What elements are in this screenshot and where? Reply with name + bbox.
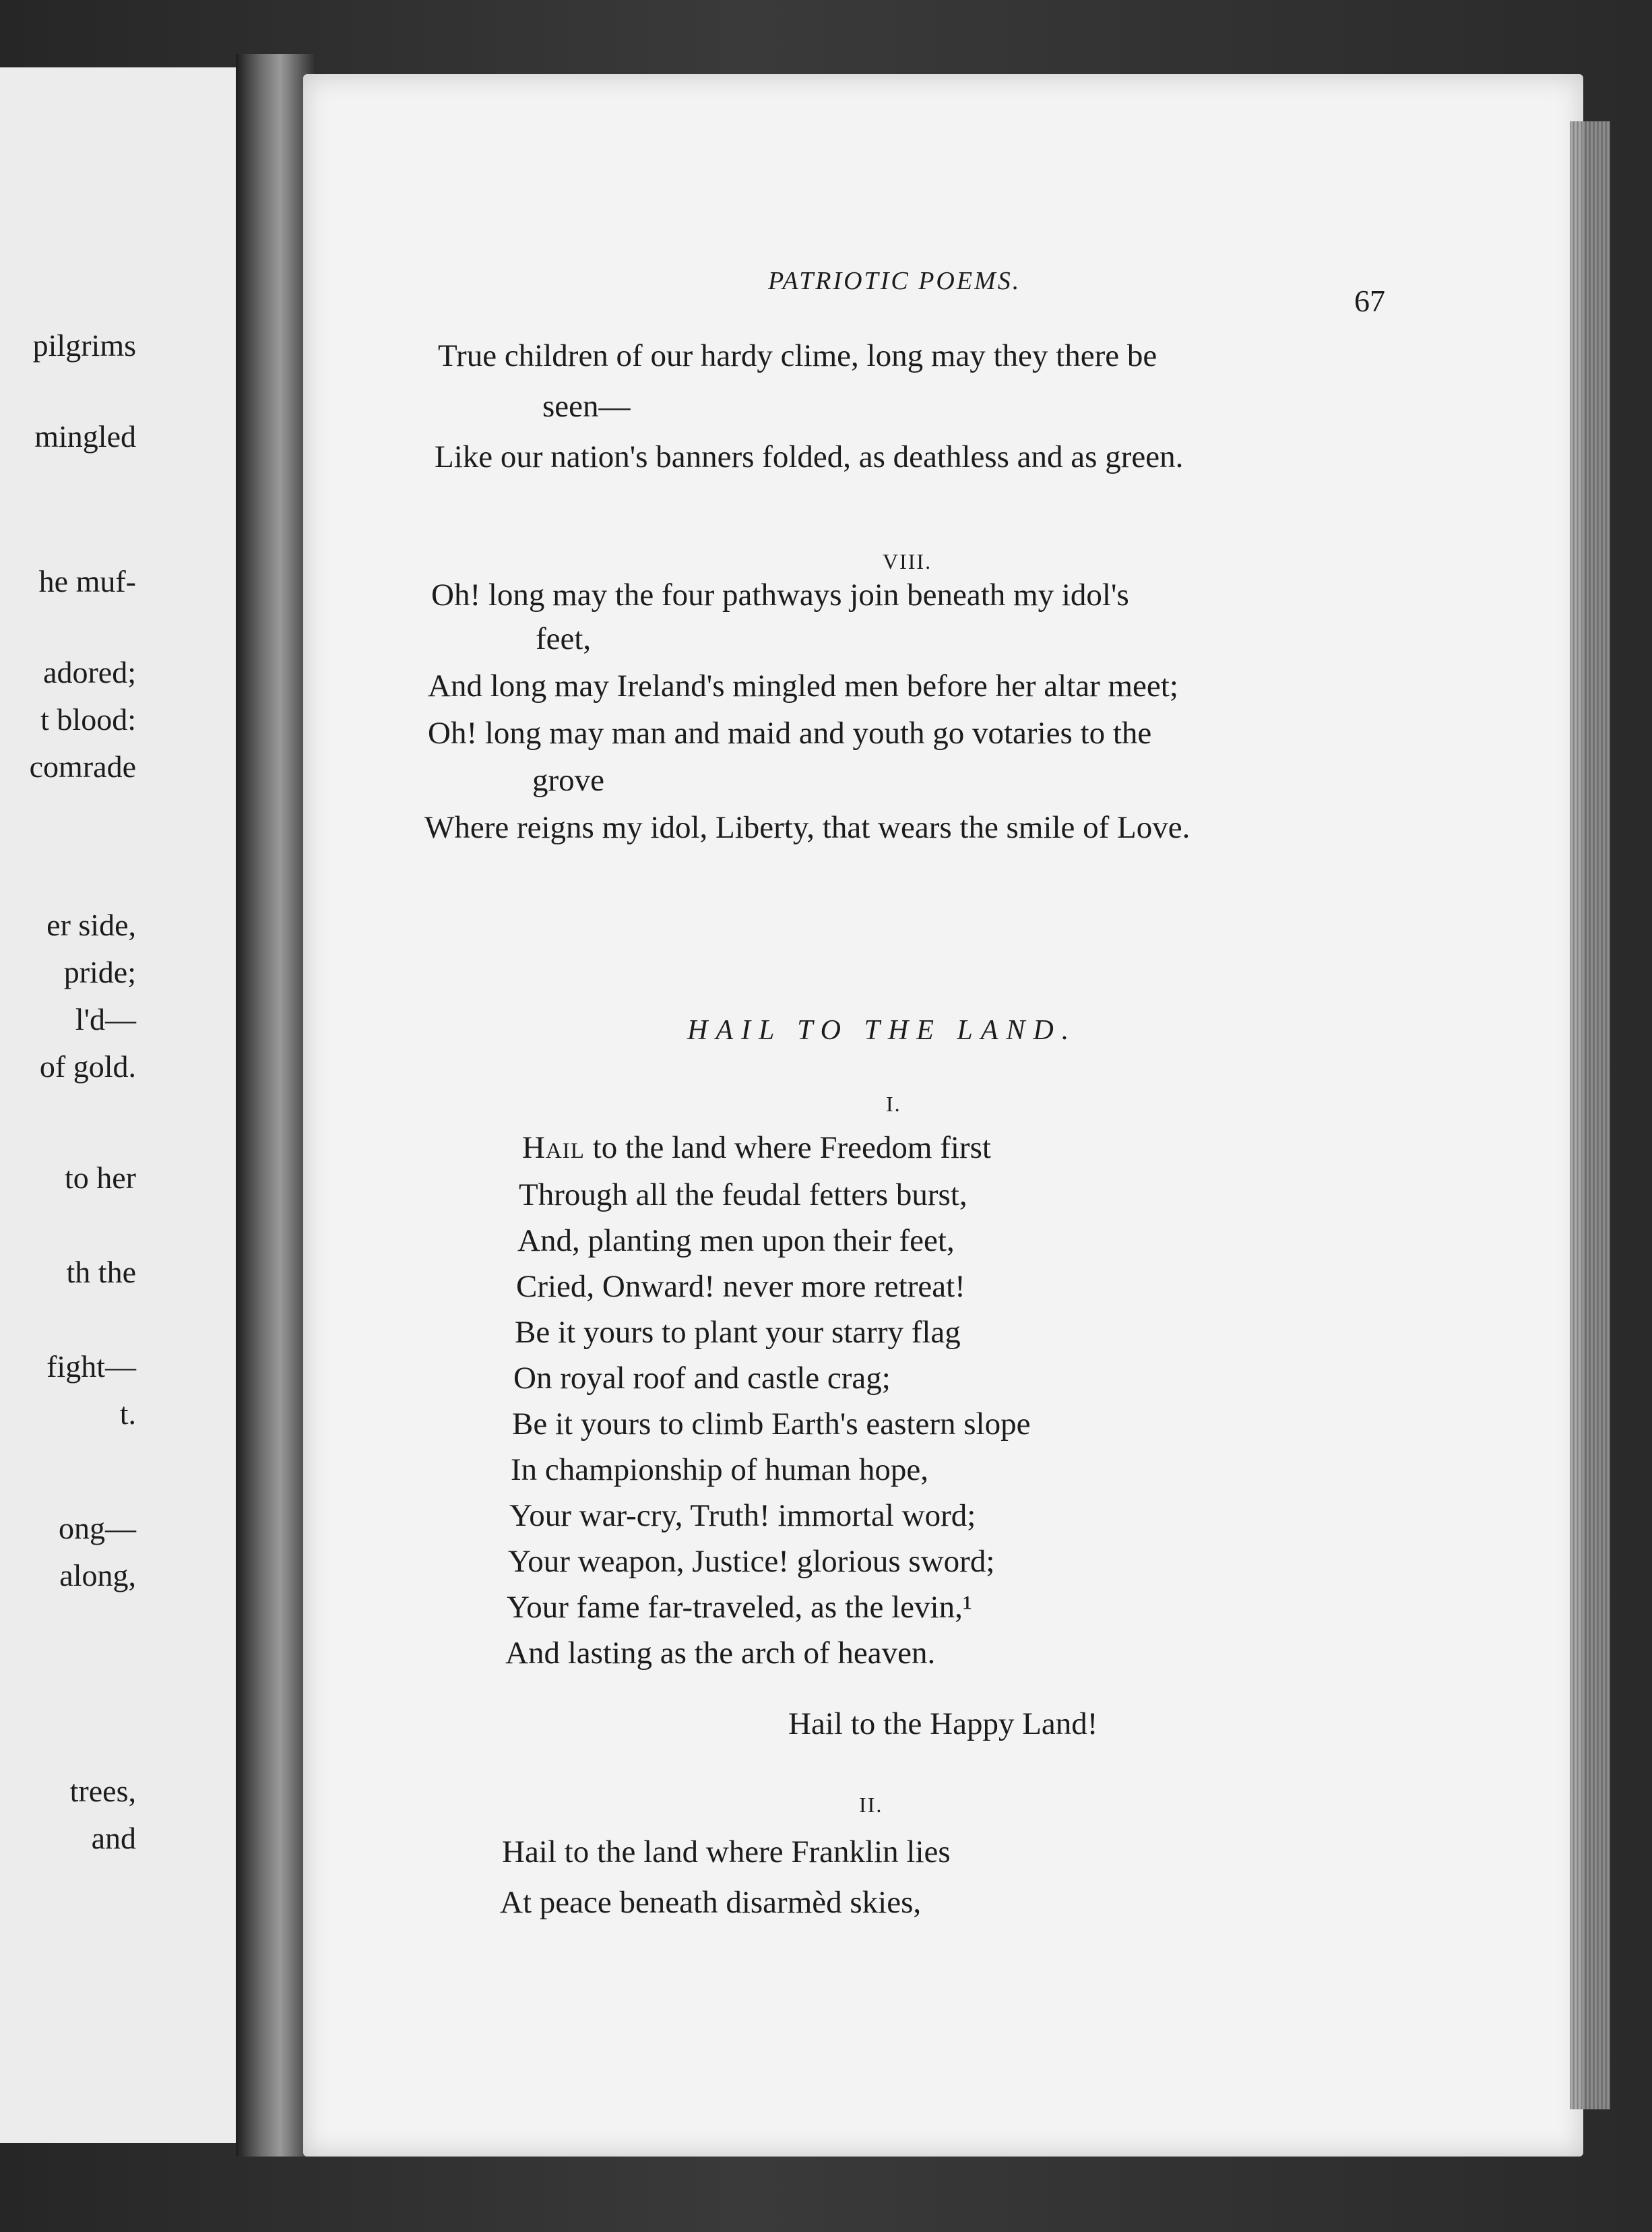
stanza-number: VIII. xyxy=(883,549,932,574)
poem-line: Your war-cry, Truth! immortal word; xyxy=(509,1498,976,1533)
refrain-line: Hail to the Happy Land! xyxy=(788,1706,1098,1741)
poem-line: Oh! long may the four pathways join beneath my idol's xyxy=(431,578,1129,613)
left-page-line: pilgrims xyxy=(32,328,136,363)
left-page-line: l'd— xyxy=(75,1002,136,1036)
left-page-line: ong— xyxy=(59,1511,136,1545)
left-page-line: to her xyxy=(64,1160,136,1195)
stanza-number: I. xyxy=(886,1092,901,1116)
left-page-line: of gold. xyxy=(39,1049,136,1084)
poem-title: HAIL TO THE LAND. xyxy=(687,1015,1077,1046)
poem-line: Cried, Onward! never more retreat! xyxy=(516,1269,965,1304)
poem-line: Through all the feudal fetters burst, xyxy=(519,1177,967,1212)
poem-line: Like our nation's banners folded, as deathless and as green. xyxy=(435,439,1184,474)
opening-word: Hail xyxy=(522,1130,585,1165)
poem-line: feet, xyxy=(536,621,592,656)
left-page-line: adored; xyxy=(43,655,136,689)
left-page-line: trees, xyxy=(69,1774,136,1808)
left-page-line: fight— xyxy=(46,1349,136,1384)
left-page-line: t blood: xyxy=(40,702,136,737)
left-page-line: er side, xyxy=(46,908,136,942)
poem-line: Where reigns my idol, Liberty, that wears the smile of Love. xyxy=(424,810,1190,845)
left-page-line: th the xyxy=(66,1255,136,1289)
poem-line-first xyxy=(522,1132,991,1164)
poem-line: And, planting men upon their feet, xyxy=(517,1223,955,1258)
poem-line: grove xyxy=(532,763,605,798)
left-page-line: mingled xyxy=(34,419,136,454)
poem-line: And lasting as the arch of heaven. xyxy=(505,1636,936,1671)
stanza-number: II. xyxy=(859,1793,883,1817)
poem-line: Be it yours to plant your starry flag xyxy=(515,1315,961,1350)
running-head: PATRIOTIC POEMS. xyxy=(768,267,1021,295)
page-number: 67 xyxy=(1354,284,1385,318)
left-page-line: pride; xyxy=(63,955,136,989)
poem-line: Your fame far-traveled, as the levin,¹ xyxy=(507,1590,972,1625)
page-edge-stack xyxy=(1570,121,1610,2109)
poem-line: And long may Ireland's mingled men before her altar meet; xyxy=(428,669,1178,704)
poem-line: On royal roof and castle crag; xyxy=(513,1361,891,1396)
first-line-text: to the land where Freedom first xyxy=(584,1130,991,1165)
poem-line: True children of our hardy clime, long may they there be xyxy=(438,338,1157,373)
poem-line: Your weapon, Justice! glorious sword; xyxy=(508,1544,995,1579)
poem-line: Oh! long may man and maid and youth go votaries to the xyxy=(428,716,1152,751)
poem-line: seen— xyxy=(542,389,631,424)
left-page-line: he muf- xyxy=(38,564,136,598)
poem-line: In championship of human hope, xyxy=(511,1452,929,1487)
left-page-line: t. xyxy=(119,1396,136,1431)
poem-line: At peace beneath disarmèd skies, xyxy=(500,1885,922,1920)
left-page-line: and xyxy=(91,1821,136,1855)
left-facing-page xyxy=(0,67,236,2143)
poem-line: Hail to the land where Franklin lies xyxy=(502,1834,951,1869)
poem-line: Be it yours to climb Earth's eastern slope xyxy=(512,1406,1031,1442)
left-page-line: comrade xyxy=(29,749,136,784)
left-page-line: along, xyxy=(59,1558,136,1592)
